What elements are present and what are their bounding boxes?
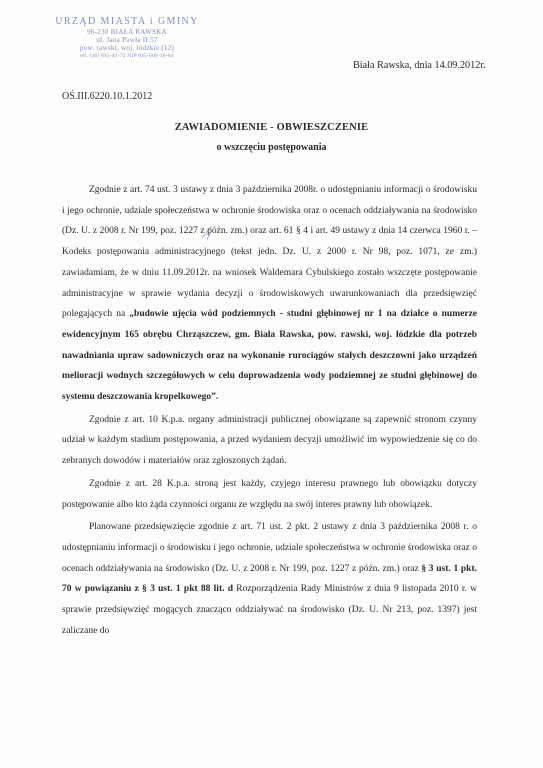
project-description: „budowie ujęcia wód podziemnych - studni głębinowej nr 1 na działce o numerze ewidencyjnym 165 obrębu Chrząszczew, gm. Biała Rawska, pow. rawski, woj. łódzkie dla potrzeb nawadniania upraw sadowniczych oraz na wykonanie rurociągów stałych deszczowni jako urządzeń melioracji wodnych szczegółowych w celu doprowadzenia wody podziemnej ze studni głębinowej do systemu deszczowania kropelkowego”. [62, 309, 478, 403]
classification-text-b: Rozporządzenia Rady Ministrów z dnia 9 listopada 2010 r. w sprawie przedsięwzięć mogących znacząco oddziaływać na środowisko (Dz. U. Nr 213, poz. 1397) jest zaliczane do [62, 584, 477, 636]
paragraph-kpa-art10: Zgodnie z art. 10 K.p.a. organy administracji publicznej obowiązane są zapewnić stronom czynny udział w każdym stadium postępowania, a przed wydaniem decyzji umożliwić im wypowiedzenie się co do zebranych dowodów i materiałów oraz zgłoszonych żądań. [62, 414, 477, 467]
paragraph-classification [62, 517, 477, 641]
stamp-phone-nip: tel. (46) 815-41-72 NIP 835-000-36-84 [80, 52, 174, 59]
office-stamp [52, 16, 202, 59]
document-subtitle: o wszczęciu postępowania [216, 142, 327, 153]
stamp-postal-code: 96-230 BIAŁA RAWSKA [87, 27, 167, 36]
paragraph-notice [62, 180, 477, 408]
classification-legal-basis: § 3 ust. 1 pkt. 70 w powiązaniu z § 3 ust. 1 pkt 88 lit. d [62, 563, 477, 595]
paragraph-kpa-art28: Zgodnie z art. 28 K.p.a. stroną jest każdy, czyjego interesu prawnego lub obowiązku dotyczy postępowanie albo kto żąda czynności organu ze względu na swój interes prawny lub obowiązek. [62, 478, 477, 510]
document-body [62, 180, 477, 643]
classification-text-a: Planowane przedsięwzięcie zgodnie z art. 71 ust. 2 pkt. 2 ustawy z dnia 3 października 2008 r. o udostępnianiu informacji o środowisku i jego ochronie, udziale społeczeństwa w ochronie środowiska oraz o ocenach oddziaływania na środowisko (Dz. U. z 2008 r. Nr 199, poz. 1227 z późn. zm.) oraz [62, 522, 477, 574]
reference-number: OŚ.III.6220.10.1.2012 [62, 91, 153, 102]
place-date: Biała Rawska, dnia 14.09.2012r. [353, 60, 486, 71]
stamp-county: pow. rawski, woj. łódzkie (12) [79, 44, 175, 53]
document-title: ZAWIADOMIENIE - OBWIESZCZENIE [174, 122, 369, 133]
paragraph-notice-text: Zgodnie z art. 74 ust. 3 ustawy z dnia 3 października 2008r. o udostępnianiu informacji o środowisku i jego ochronie, udziale społeczeństwa w ochronie środowiska oraz o ocenach oddziaływania na środowisko (Dz. U. z 2008 r. Nr 199, poz. 1227 z późn. zm.) oraz art. 61 § 4 i art. 49 ustawy z dnia 14 czerwca 1960 r. – Kodeks postępowania administracyjnego (tekst jedn. Dz. U. z 2000 r. Nr 98, poz. 1071, ze zm.) zawiadamiam, że w dniu 11.09.2012r. na wniosek Waldemara Cybulskiego zostało wszczęte postępowanie administracyjne w sprawie wydania decyzji o środowiskowych uwarunkowaniach dla przedsięwzięć polegających na [62, 185, 477, 320]
stamp-title: URZĄD MIASTA i GMINY [55, 16, 199, 27]
stamp-street: ul. Jana Pawła II 57 [96, 36, 158, 45]
